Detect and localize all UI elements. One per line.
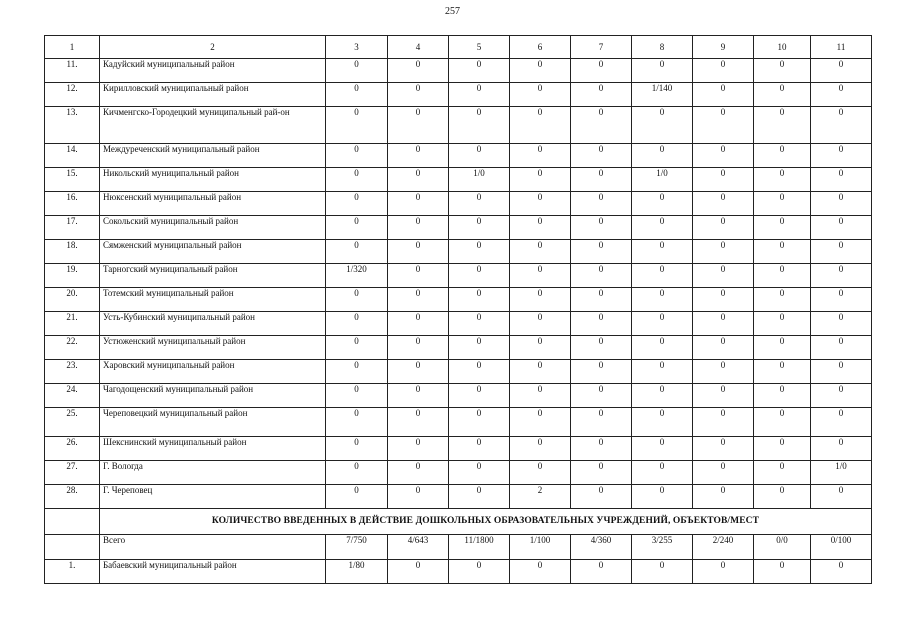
- header-cell: 1: [45, 36, 100, 59]
- value-cell: 0: [326, 384, 388, 408]
- value-cell: 0: [326, 59, 388, 83]
- value-cell: 1/80: [326, 560, 388, 584]
- value-cell: 0: [388, 240, 449, 264]
- value-cell: 0: [754, 360, 811, 384]
- value-cell: 0: [449, 288, 510, 312]
- value-cell: 0: [754, 264, 811, 288]
- value-cell: 1/0: [811, 461, 872, 485]
- row-name: Чагодощенский муниципальный район: [100, 384, 326, 408]
- value-cell: 0: [449, 461, 510, 485]
- value-cell: 0: [449, 240, 510, 264]
- value-cell: 0: [693, 408, 754, 437]
- value-cell: 0: [449, 336, 510, 360]
- value-cell: 0: [326, 437, 388, 461]
- table-row: [45, 461, 872, 485]
- total-value-cell: 1/100: [510, 535, 571, 560]
- value-cell: 0: [632, 560, 693, 584]
- value-cell: 0: [449, 437, 510, 461]
- value-cell: 0: [811, 59, 872, 83]
- row-number: 19.: [45, 264, 100, 288]
- table-row: [45, 240, 872, 264]
- value-cell: 1/0: [632, 168, 693, 192]
- row-name: Тарногский муниципальный район: [100, 264, 326, 288]
- value-cell: 0: [693, 560, 754, 584]
- value-cell: 0: [571, 216, 632, 240]
- value-cell: 0: [510, 192, 571, 216]
- value-cell: 0: [571, 485, 632, 509]
- value-cell: 0: [693, 168, 754, 192]
- value-cell: 0: [388, 264, 449, 288]
- value-cell: 0: [754, 216, 811, 240]
- value-cell: 1/140: [632, 83, 693, 107]
- row-name: Сокольский муниципальный район: [100, 216, 326, 240]
- value-cell: 0: [510, 264, 571, 288]
- value-cell: 0: [326, 360, 388, 384]
- value-cell: 0: [811, 437, 872, 461]
- value-cell: 0: [754, 240, 811, 264]
- header-cell: 7: [571, 36, 632, 59]
- total-value-cell: 4/643: [388, 535, 449, 560]
- value-cell: 0: [811, 264, 872, 288]
- value-cell: 0: [388, 336, 449, 360]
- header-cell: 8: [632, 36, 693, 59]
- value-cell: 0: [510, 168, 571, 192]
- value-cell: 0: [811, 312, 872, 336]
- table-row: [45, 408, 872, 437]
- value-cell: 0: [326, 192, 388, 216]
- value-cell: 0: [510, 144, 571, 168]
- value-cell: 0: [510, 437, 571, 461]
- table-row: [45, 437, 872, 461]
- value-cell: 0: [388, 312, 449, 336]
- value-cell: 0: [326, 240, 388, 264]
- table-row: [45, 312, 872, 336]
- row-name: Кадуйский муниципальный район: [100, 59, 326, 83]
- table-row: [45, 216, 872, 240]
- row-name: Кичменгско-Городецкий муниципальный рай-он: [100, 107, 326, 144]
- value-cell: 0: [693, 144, 754, 168]
- value-cell: 0: [326, 408, 388, 437]
- value-cell: 2: [510, 485, 571, 509]
- value-cell: 0: [510, 59, 571, 83]
- value-cell: 0: [811, 168, 872, 192]
- row-name: Кирилловский муниципальный район: [100, 83, 326, 107]
- value-cell: 0: [693, 485, 754, 509]
- value-cell: 0: [510, 288, 571, 312]
- value-cell: 0: [632, 264, 693, 288]
- row-number: 16.: [45, 192, 100, 216]
- value-cell: 0: [693, 461, 754, 485]
- value-cell: 0: [693, 360, 754, 384]
- value-cell: 0: [326, 288, 388, 312]
- value-cell: 0: [693, 288, 754, 312]
- table-row: [45, 485, 872, 509]
- value-cell: 0: [388, 59, 449, 83]
- value-cell: 0: [632, 437, 693, 461]
- row-number: 15.: [45, 168, 100, 192]
- value-cell: 0: [632, 59, 693, 83]
- value-cell: 0: [571, 59, 632, 83]
- value-cell: 0: [693, 312, 754, 336]
- row-number: 11.: [45, 59, 100, 83]
- value-cell: 0: [571, 336, 632, 360]
- value-cell: 0: [571, 192, 632, 216]
- section-number-cell: [45, 509, 100, 535]
- value-cell: 0: [388, 168, 449, 192]
- row-number: 18.: [45, 240, 100, 264]
- table-row: [45, 144, 872, 168]
- table-row: [45, 288, 872, 312]
- table-row: [45, 560, 872, 584]
- row-name: Шекснинский муниципальный район: [100, 437, 326, 461]
- value-cell: 0: [510, 560, 571, 584]
- value-cell: 0: [693, 437, 754, 461]
- value-cell: 0: [693, 216, 754, 240]
- value-cell: 0: [449, 560, 510, 584]
- value-cell: 0: [449, 216, 510, 240]
- value-cell: 0: [693, 192, 754, 216]
- value-cell: 0: [571, 461, 632, 485]
- value-cell: 0: [571, 83, 632, 107]
- table-row: [45, 168, 872, 192]
- page-number: 257: [445, 6, 460, 17]
- row-name: Усть-Кубинский муниципальный район: [100, 312, 326, 336]
- value-cell: 0: [811, 360, 872, 384]
- value-cell: 0: [693, 83, 754, 107]
- section-title: КОЛИЧЕСТВО ВВЕДЕННЫХ В ДЕЙСТВИЕ ДОШКОЛЬНЫХ ОБРАЗОВАТЕЛЬНЫХ УЧРЕЖДЕНИЙ, ОБЪЕКТОВ/МЕСТ: [100, 509, 872, 535]
- total-value-cell: 4/360: [571, 535, 632, 560]
- value-cell: 0: [326, 216, 388, 240]
- value-cell: 0: [571, 144, 632, 168]
- value-cell: 0: [754, 59, 811, 83]
- header-cell: 4: [388, 36, 449, 59]
- value-cell: 0: [754, 408, 811, 437]
- value-cell: 0: [388, 461, 449, 485]
- value-cell: 0: [632, 408, 693, 437]
- value-cell: 0: [388, 360, 449, 384]
- data-table: [44, 35, 872, 584]
- header-row: [45, 36, 872, 59]
- value-cell: 0: [388, 408, 449, 437]
- total-value-cell: 0/100: [811, 535, 872, 560]
- value-cell: 0: [571, 240, 632, 264]
- table-row: [45, 384, 872, 408]
- header-cell: 2: [100, 36, 326, 59]
- value-cell: 0: [693, 59, 754, 83]
- value-cell: 0: [326, 461, 388, 485]
- value-cell: 0: [754, 485, 811, 509]
- value-cell: 0: [510, 312, 571, 336]
- value-cell: 0: [754, 560, 811, 584]
- value-cell: 0: [388, 144, 449, 168]
- header-cell: 3: [326, 36, 388, 59]
- value-cell: 0: [754, 288, 811, 312]
- value-cell: 0: [388, 560, 449, 584]
- value-cell: 0: [632, 216, 693, 240]
- section-row: [45, 509, 872, 535]
- header-cell: 11: [811, 36, 872, 59]
- value-cell: 0: [571, 384, 632, 408]
- total-value-cell: 3/255: [632, 535, 693, 560]
- row-number: 1.: [45, 560, 100, 584]
- row-name: Междуреченский муниципальный район: [100, 144, 326, 168]
- value-cell: 0: [571, 437, 632, 461]
- value-cell: 0: [449, 360, 510, 384]
- value-cell: 0: [571, 408, 632, 437]
- value-cell: 0: [388, 437, 449, 461]
- row-name: Тотемский муниципальный район: [100, 288, 326, 312]
- value-cell: 0: [388, 192, 449, 216]
- value-cell: 0: [754, 384, 811, 408]
- value-cell: 0: [632, 384, 693, 408]
- header-cell: 5: [449, 36, 510, 59]
- value-cell: 0: [326, 485, 388, 509]
- value-cell: 0: [510, 384, 571, 408]
- value-cell: 0: [326, 107, 388, 144]
- header-cell: 9: [693, 36, 754, 59]
- value-cell: 0: [449, 83, 510, 107]
- value-cell: 0: [510, 240, 571, 264]
- row-number: 25.: [45, 408, 100, 437]
- value-cell: 0: [811, 216, 872, 240]
- value-cell: 0: [510, 83, 571, 107]
- value-cell: 0: [754, 192, 811, 216]
- value-cell: 0: [388, 216, 449, 240]
- row-name: Нюксенский муниципальный район: [100, 192, 326, 216]
- value-cell: 0: [510, 408, 571, 437]
- table-row: [45, 83, 872, 107]
- value-cell: 0: [754, 83, 811, 107]
- table-row: [45, 360, 872, 384]
- table-row: [45, 59, 872, 83]
- value-cell: 0: [388, 384, 449, 408]
- value-cell: 0: [632, 192, 693, 216]
- value-cell: 0: [326, 144, 388, 168]
- value-cell: 0: [326, 83, 388, 107]
- value-cell: 0: [326, 168, 388, 192]
- value-cell: 0: [811, 560, 872, 584]
- value-cell: 0: [388, 83, 449, 107]
- row-name: Череповецкий муниципальный район: [100, 408, 326, 437]
- value-cell: 0: [632, 240, 693, 264]
- value-cell: 0: [811, 408, 872, 437]
- value-cell: 0: [571, 560, 632, 584]
- value-cell: 0: [811, 336, 872, 360]
- total-value-cell: 7/750: [326, 535, 388, 560]
- value-cell: 0: [571, 360, 632, 384]
- value-cell: 0: [571, 264, 632, 288]
- value-cell: 0: [754, 437, 811, 461]
- total-value-cell: 0/0: [754, 535, 811, 560]
- value-cell: 0: [754, 168, 811, 192]
- value-cell: 0: [571, 168, 632, 192]
- value-cell: 0: [632, 312, 693, 336]
- value-cell: 0: [510, 336, 571, 360]
- value-cell: 0: [811, 485, 872, 509]
- value-cell: 0: [449, 107, 510, 144]
- row-number: 24.: [45, 384, 100, 408]
- value-cell: 0: [693, 264, 754, 288]
- table-row: [45, 336, 872, 360]
- value-cell: 0: [449, 384, 510, 408]
- value-cell: 0: [632, 336, 693, 360]
- row-number: 14.: [45, 144, 100, 168]
- value-cell: 0: [693, 384, 754, 408]
- row-name: Устюженский муниципальный район: [100, 336, 326, 360]
- row-number: 21.: [45, 312, 100, 336]
- value-cell: 0: [571, 312, 632, 336]
- row-number: 26.: [45, 437, 100, 461]
- total-value-cell: 2/240: [693, 535, 754, 560]
- value-cell: 0: [449, 144, 510, 168]
- row-name: Харовский муниципальный район: [100, 360, 326, 384]
- table-row: [45, 264, 872, 288]
- value-cell: 0: [510, 360, 571, 384]
- value-cell: 0: [754, 461, 811, 485]
- row-number: 27.: [45, 461, 100, 485]
- value-cell: 0: [449, 264, 510, 288]
- value-cell: 0: [632, 288, 693, 312]
- value-cell: 0: [449, 59, 510, 83]
- value-cell: 1/320: [326, 264, 388, 288]
- value-cell: 0: [693, 240, 754, 264]
- value-cell: 0: [449, 408, 510, 437]
- value-cell: 0: [326, 336, 388, 360]
- table-row: [45, 107, 872, 144]
- value-cell: 0: [571, 288, 632, 312]
- value-cell: 0: [811, 144, 872, 168]
- value-cell: 0: [510, 461, 571, 485]
- row-number: 20.: [45, 288, 100, 312]
- row-number: 22.: [45, 336, 100, 360]
- value-cell: 0: [632, 107, 693, 144]
- row-name: Г. Вологда: [100, 461, 326, 485]
- value-cell: 0: [693, 336, 754, 360]
- value-cell: 0: [632, 485, 693, 509]
- total-row: [45, 535, 872, 560]
- value-cell: 0: [449, 192, 510, 216]
- header-cell: 10: [754, 36, 811, 59]
- value-cell: 0: [811, 107, 872, 144]
- value-cell: 0: [811, 240, 872, 264]
- value-cell: 0: [632, 360, 693, 384]
- value-cell: 0: [754, 336, 811, 360]
- row-name: Бабаевский муниципальный район: [100, 560, 326, 584]
- row-number: 13.: [45, 107, 100, 144]
- row-number: 28.: [45, 485, 100, 509]
- value-cell: 0: [326, 312, 388, 336]
- table-row: [45, 192, 872, 216]
- row-name: Никольский муниципальный район: [100, 168, 326, 192]
- value-cell: 0: [510, 107, 571, 144]
- value-cell: 0: [632, 461, 693, 485]
- value-cell: 0: [449, 485, 510, 509]
- value-cell: 0: [388, 107, 449, 144]
- value-cell: 0: [811, 384, 872, 408]
- value-cell: 0: [388, 485, 449, 509]
- row-number: 23.: [45, 360, 100, 384]
- value-cell: 0: [449, 312, 510, 336]
- value-cell: 0: [754, 312, 811, 336]
- value-cell: 0: [811, 288, 872, 312]
- value-cell: 0: [811, 83, 872, 107]
- value-cell: 0: [632, 144, 693, 168]
- header-cell: 6: [510, 36, 571, 59]
- value-cell: 1/0: [449, 168, 510, 192]
- value-cell: 0: [571, 107, 632, 144]
- value-cell: 0: [693, 107, 754, 144]
- value-cell: 0: [510, 216, 571, 240]
- value-cell: 0: [388, 288, 449, 312]
- row-number: [45, 535, 100, 560]
- total-label: Всего: [100, 535, 326, 560]
- row-name: Сямженский муниципальный район: [100, 240, 326, 264]
- value-cell: 0: [811, 192, 872, 216]
- value-cell: 0: [754, 107, 811, 144]
- row-number: 12.: [45, 83, 100, 107]
- row-name: Г. Череповец: [100, 485, 326, 509]
- row-number: 17.: [45, 216, 100, 240]
- value-cell: 0: [754, 144, 811, 168]
- total-value-cell: 11/1800: [449, 535, 510, 560]
